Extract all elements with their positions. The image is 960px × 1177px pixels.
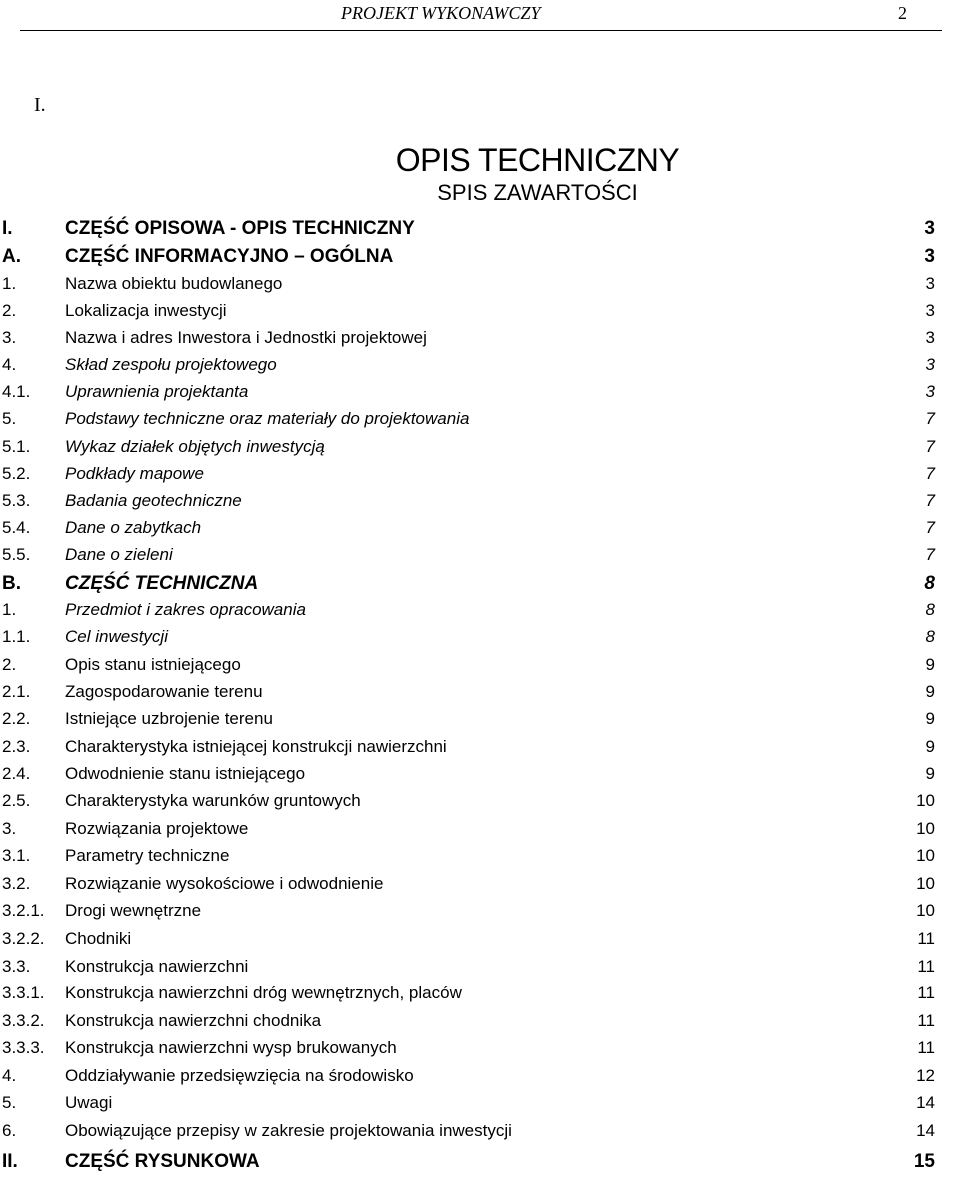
toc-entry-title: Cel inwestycji <box>65 627 168 646</box>
toc-entry-number: 5. <box>2 409 17 428</box>
toc-entry-page: 3 <box>925 274 935 293</box>
toc-entry-title: Podstawy techniczne oraz materiały do projektowania <box>65 409 470 428</box>
toc-entry-number: 2. <box>2 655 17 674</box>
toc-entry-title: Wykaz działek objętych inwestycją <box>65 437 325 456</box>
toc-entry-page: 7 <box>925 518 935 537</box>
toc-entry-title: Uprawnienia projektanta <box>65 382 249 401</box>
page-title: OPIS TECHNICZNY <box>395 142 680 178</box>
toc-entry-page: 9 <box>925 764 935 783</box>
toc-entry-page: 8 <box>925 627 935 646</box>
toc-entry-page: 15 <box>913 1151 935 1172</box>
toc-entry <box>0 1038 960 1064</box>
toc-entry <box>0 846 960 872</box>
toc-entry-title: Konstrukcja nawierzchni dróg wewnętrznych, placów <box>65 983 462 1002</box>
toc-entry <box>0 1093 960 1119</box>
toc-entry-title: Lokalizacja inwestycji <box>65 301 227 320</box>
toc-entry-title: CZĘŚĆ TECHNICZNA <box>65 573 259 594</box>
toc-entry-page: 7 <box>925 464 935 483</box>
toc-entry <box>0 627 960 653</box>
toc-entry <box>0 301 960 327</box>
toc-entry-title: Zagospodarowanie terenu <box>65 682 263 701</box>
toc-entry-page: 10 <box>916 791 935 810</box>
toc-entry-title: Podkłady mapowe <box>65 464 204 483</box>
toc-entry <box>0 573 960 599</box>
toc-entry-number: 1.1. <box>2 627 31 646</box>
toc-entry-number: 5. <box>2 1093 17 1112</box>
toc-entry-title: CZĘŚĆ OPISOWA - OPIS TECHNICZNY <box>65 218 415 239</box>
toc-entry <box>0 1011 960 1037</box>
toc-entry-title: Skład zespołu projektowego <box>65 355 277 374</box>
toc-entry-title: Nazwa i adres Inwestora i Jednostki projektowej <box>65 328 427 347</box>
toc-entry <box>0 518 960 544</box>
toc-entry-title: Obowiązujące przepisy w zakresie projektowania inwestycji <box>65 1121 512 1140</box>
toc-entry-number: 2.4. <box>2 764 31 783</box>
toc-entry-title: Oddziaływanie przedsięwzięcia na środowisko <box>65 1066 414 1085</box>
toc-entry <box>0 764 960 790</box>
toc-entry-number: 5.5. <box>2 545 31 564</box>
toc-entry <box>0 328 960 354</box>
toc-entry-title: Badania geotechniczne <box>65 491 242 510</box>
toc-entry-title: Parametry techniczne <box>65 846 230 865</box>
toc-entry-title: Charakterystyka warunków gruntowych <box>65 791 361 810</box>
toc-entry <box>0 1151 960 1177</box>
toc-entry-title: Rozwiązania projektowe <box>65 819 249 838</box>
toc-entry <box>0 682 960 708</box>
toc-entry-number: 3.3.3. <box>2 1038 45 1057</box>
toc-entry <box>0 874 960 900</box>
toc-entry-page: 10 <box>916 901 935 920</box>
toc-entry-number: 1. <box>2 600 17 619</box>
page-subtitle: SPIS ZAWARTOŚCI <box>437 180 638 205</box>
toc-entry-number: 3.3.1. <box>2 983 45 1002</box>
toc-entry-number: 5.2. <box>2 464 31 483</box>
toc-entry-page: 11 <box>917 1038 935 1057</box>
toc-entry-page: 12 <box>916 1066 935 1085</box>
toc-entry-number: A. <box>2 246 21 267</box>
toc-entry-number: I. <box>2 218 13 239</box>
toc-entry-number: 2.2. <box>2 709 31 728</box>
toc-entry-page: 11 <box>917 929 935 948</box>
toc-entry-title: Uwagi <box>65 1093 113 1112</box>
running-header-page-number: 2 <box>898 3 907 23</box>
toc-entry-title: CZĘŚĆ INFORMACYJNO – OGÓLNA <box>65 246 394 267</box>
toc-entry <box>0 274 960 300</box>
toc-entry-number: 5.1. <box>2 437 31 456</box>
toc-entry-page: 7 <box>925 545 935 564</box>
toc-entry-title: Odwodnienie stanu istniejącego <box>65 764 306 783</box>
toc-entry-page: 7 <box>925 409 935 428</box>
toc-entry-number: II. <box>2 1151 18 1172</box>
toc-entry-page: 7 <box>925 491 935 510</box>
toc-entry-number: 5.3. <box>2 491 31 510</box>
toc-entry-title: Przedmiot i zakres opracowania <box>65 600 306 619</box>
toc-entry-page: 14 <box>916 1121 935 1140</box>
toc-entry-number: 3.2. <box>2 874 31 893</box>
toc-entry-number: 3. <box>2 819 17 838</box>
toc-entry-number: 1. <box>2 274 17 293</box>
toc-entry <box>0 437 960 463</box>
toc-entry-title: Dane o zabytkach <box>65 518 202 537</box>
toc-entry <box>0 382 960 408</box>
toc-entry-title: Konstrukcja nawierzchni wysp brukowanych <box>65 1038 397 1057</box>
toc-entry-number: 3.1. <box>2 846 31 865</box>
toc-entry <box>0 737 960 763</box>
toc-entry <box>0 1121 960 1147</box>
toc-entry-page: 7 <box>925 437 935 456</box>
toc-entry-page: 10 <box>916 874 935 893</box>
toc-entry-page: 3 <box>925 301 935 320</box>
toc-entry-page: 9 <box>925 709 935 728</box>
toc-entry-number: 3.3.2. <box>2 1011 45 1030</box>
toc-entry-page: 3 <box>925 382 935 401</box>
toc-entry-number: 2.5. <box>2 791 31 810</box>
header-divider <box>20 30 942 31</box>
toc-entry-title: Nazwa obiektu budowlanego <box>65 274 283 293</box>
toc-entry <box>0 246 960 272</box>
toc-entry-page: 11 <box>917 957 935 976</box>
toc-entry-page: 3 <box>925 328 935 347</box>
toc-entry <box>0 600 960 626</box>
toc-entry-page: 9 <box>925 737 935 756</box>
toc-entry <box>0 1066 960 1092</box>
toc-entry-page: 8 <box>924 573 935 594</box>
toc-entry-page: 8 <box>925 600 935 619</box>
toc-entry-page: 10 <box>916 846 935 865</box>
toc-entry-title: Rozwiązanie wysokościowe i odwodnienie <box>65 874 384 893</box>
toc-entry <box>0 791 960 817</box>
toc-entry-number: 2.3. <box>2 737 31 756</box>
toc-entry <box>0 983 960 1009</box>
toc-entry <box>0 957 960 983</box>
toc-entry-page: 3 <box>924 218 935 239</box>
toc-entry <box>0 901 960 927</box>
toc-entry-title: Konstrukcja nawierzchni <box>65 957 249 976</box>
toc-entry-number: 3.3. <box>2 957 31 976</box>
toc-entry-title: CZĘŚĆ RYSUNKOWA <box>65 1151 260 1172</box>
toc-entry <box>0 655 960 681</box>
toc-entry-title: Drogi wewnętrzne <box>65 901 202 920</box>
toc-entry-page: 11 <box>917 983 935 1002</box>
toc-entry-page: 9 <box>925 682 935 701</box>
toc-entry-title: Charakterystyka istniejącej konstrukcji nawierzchni <box>65 737 447 756</box>
toc-entry <box>0 218 960 244</box>
toc-entry <box>0 409 960 435</box>
toc-entry-page: 11 <box>917 1011 935 1030</box>
toc-entry-title: Konstrukcja nawierzchni chodnika <box>65 1011 322 1030</box>
toc-entry-number: 4. <box>2 355 17 374</box>
toc-entry-number: 3. <box>2 328 17 347</box>
toc-entry <box>0 355 960 381</box>
toc-entry <box>0 819 960 845</box>
toc-entry-page: 3 <box>924 246 935 267</box>
toc-entry-number: 4. <box>2 1066 17 1085</box>
toc-entry <box>0 464 960 490</box>
toc-entry-number: 3.2.1. <box>2 901 45 920</box>
toc-entry-page: 9 <box>925 655 935 674</box>
toc-entry-number: 5.4. <box>2 518 31 537</box>
toc-entry-title: Chodniki <box>65 929 132 948</box>
toc-entry-page: 14 <box>916 1093 935 1112</box>
toc-entry <box>0 545 960 571</box>
toc-entry <box>0 929 960 955</box>
running-header-title: PROJEKT WYKONAWCZY <box>341 3 541 23</box>
toc-entry-number: B. <box>2 573 21 594</box>
toc-entry-title: Dane o zieleni <box>65 545 173 564</box>
toc-entry-page: 3 <box>925 355 935 374</box>
toc-entry-number: 2. <box>2 301 17 320</box>
toc-entry-title: Opis stanu istniejącego <box>65 655 241 674</box>
toc-entry-number: 2.1. <box>2 682 31 701</box>
toc-entry <box>0 709 960 735</box>
toc-entry-page: 10 <box>916 819 935 838</box>
toc-entry-number: 6. <box>2 1121 17 1140</box>
section-mark: I. <box>34 94 46 116</box>
toc-entry-number: 3.2.2. <box>2 929 45 948</box>
toc-entry <box>0 491 960 517</box>
toc-entry-number: 4.1. <box>2 382 31 401</box>
toc-entry-title: Istniejące uzbrojenie terenu <box>65 709 273 728</box>
